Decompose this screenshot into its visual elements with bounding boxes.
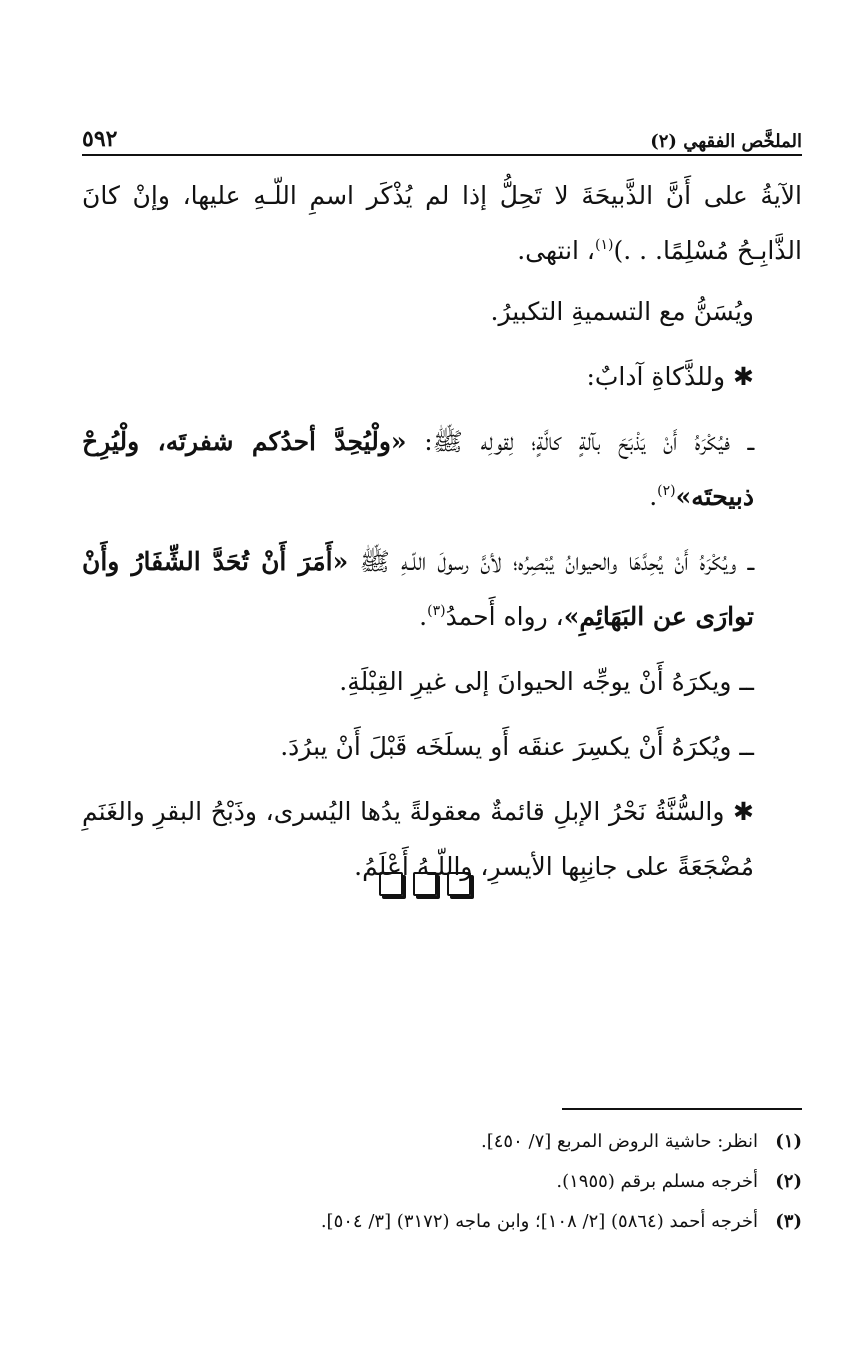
- book-title: الملخَّص الفقهي (٢): [650, 131, 802, 152]
- footnote-text: أخرجه مسلم برقم (١٩٥٥).: [556, 1171, 758, 1192]
- footnote-number: (٢): [775, 1171, 802, 1192]
- paragraph-5: [82, 534, 802, 644]
- footnote-number: (١): [775, 1131, 802, 1152]
- footnote-3: [82, 1202, 802, 1242]
- paragraph-5-text-2: ، رواه أَحمدُ: [445, 602, 564, 631]
- header-rule: [82, 154, 802, 156]
- footnote-ref-1: (١): [595, 237, 614, 253]
- paragraph-1-end: ، انتهى.: [517, 236, 595, 265]
- hadith-quote-2: «أَمَرَ أَنْ تُحَدَّ الشِّفَارُ وأَنْ توارَى عن البَهَائِمِ»: [82, 547, 754, 631]
- footnotes: [82, 1122, 802, 1242]
- footnote-text: أخرجه أحمد (٥٨٦٤) [٢/ ١٠٨]؛ وابن ماجه (٣١٧٢) [٣/ ٥٠٤].: [320, 1211, 758, 1232]
- paragraph-7: ــ ويُكرَهُ أَنْ يكسِرَ عنقَه أَو يسلَخَه قَبْلَ أَنْ يبرُدَ.: [280, 732, 754, 761]
- separator-square-icon: [379, 872, 403, 896]
- paragraph-1-text: الآيةُ على أَنَّ الذَّبيحَةَ لا تَحِلُّ إذا لم يُذْكَر اسمِ اللّـهِ عليها، وإنْ كانَ الذَّابِـحُ مُسْلِمًا. . .): [82, 181, 802, 265]
- paragraph-8: ✱ والسُّنَّةُ نَحْرُ الإبلِ قائمةٌ معقولةً يدُها اليُسرى، وذَبْحُ البقرِ والغَنَمِ مُضْجَعَةً على جانِبِها الأيسرِ، واللّـهُ أَعْلَمُ.: [82, 797, 754, 881]
- separator-square-icon: [413, 872, 437, 896]
- page-number: ٥٩٢: [82, 126, 118, 152]
- paragraph-5-text: ــ ويُكْرَهُ أَنْ يُحِدَّهَا والحيوانُ يُبْصِرُه؛ لأنَّ رسولَ اللّـهِ ﷺ: [348, 547, 754, 576]
- footnote-ref-3: (٣): [427, 603, 446, 619]
- section-separator: [0, 872, 849, 896]
- paragraph-5-end: .: [419, 602, 428, 631]
- separator-square-icon: [447, 872, 471, 896]
- paragraph-4-end: .: [649, 482, 658, 511]
- footnote-text: انظر: حاشية الروض المربع [٧/ ٤٥٠].: [481, 1131, 758, 1152]
- page-header: [82, 112, 802, 152]
- paragraph-4: [82, 414, 802, 524]
- body-text: [82, 168, 802, 904]
- footnote-number: (٣): [775, 1211, 802, 1232]
- hadith-quote-1: «ولْيُحِدَّ أحدُكم شفرتَه، ولْيُرِحْ ذبيحتَه»: [82, 427, 754, 511]
- paragraph-2: ويُسَنُّ مع التسميةِ التكبيرُ.: [490, 297, 754, 326]
- paragraph-3: ✱ وللذَّكاةِ آدابٌ:: [586, 362, 754, 391]
- footnote-rule: [562, 1108, 802, 1110]
- footnote-2: [82, 1162, 802, 1202]
- footnote-ref-2: (٢): [657, 483, 676, 499]
- paragraph-1: [82, 168, 802, 278]
- paragraph-4-text: ــ فيُكْرَهُ أَنْ يَذْبَحَ بآلةٍ كالَّةٍ؛ لِقولِه ﷺ:: [406, 427, 754, 456]
- paragraph-6: ــ ويكرَهُ أَنْ يوجِّه الحيوانَ إلى غيرِ القِبْلَةِ.: [339, 667, 754, 696]
- footnote-1: [82, 1122, 802, 1162]
